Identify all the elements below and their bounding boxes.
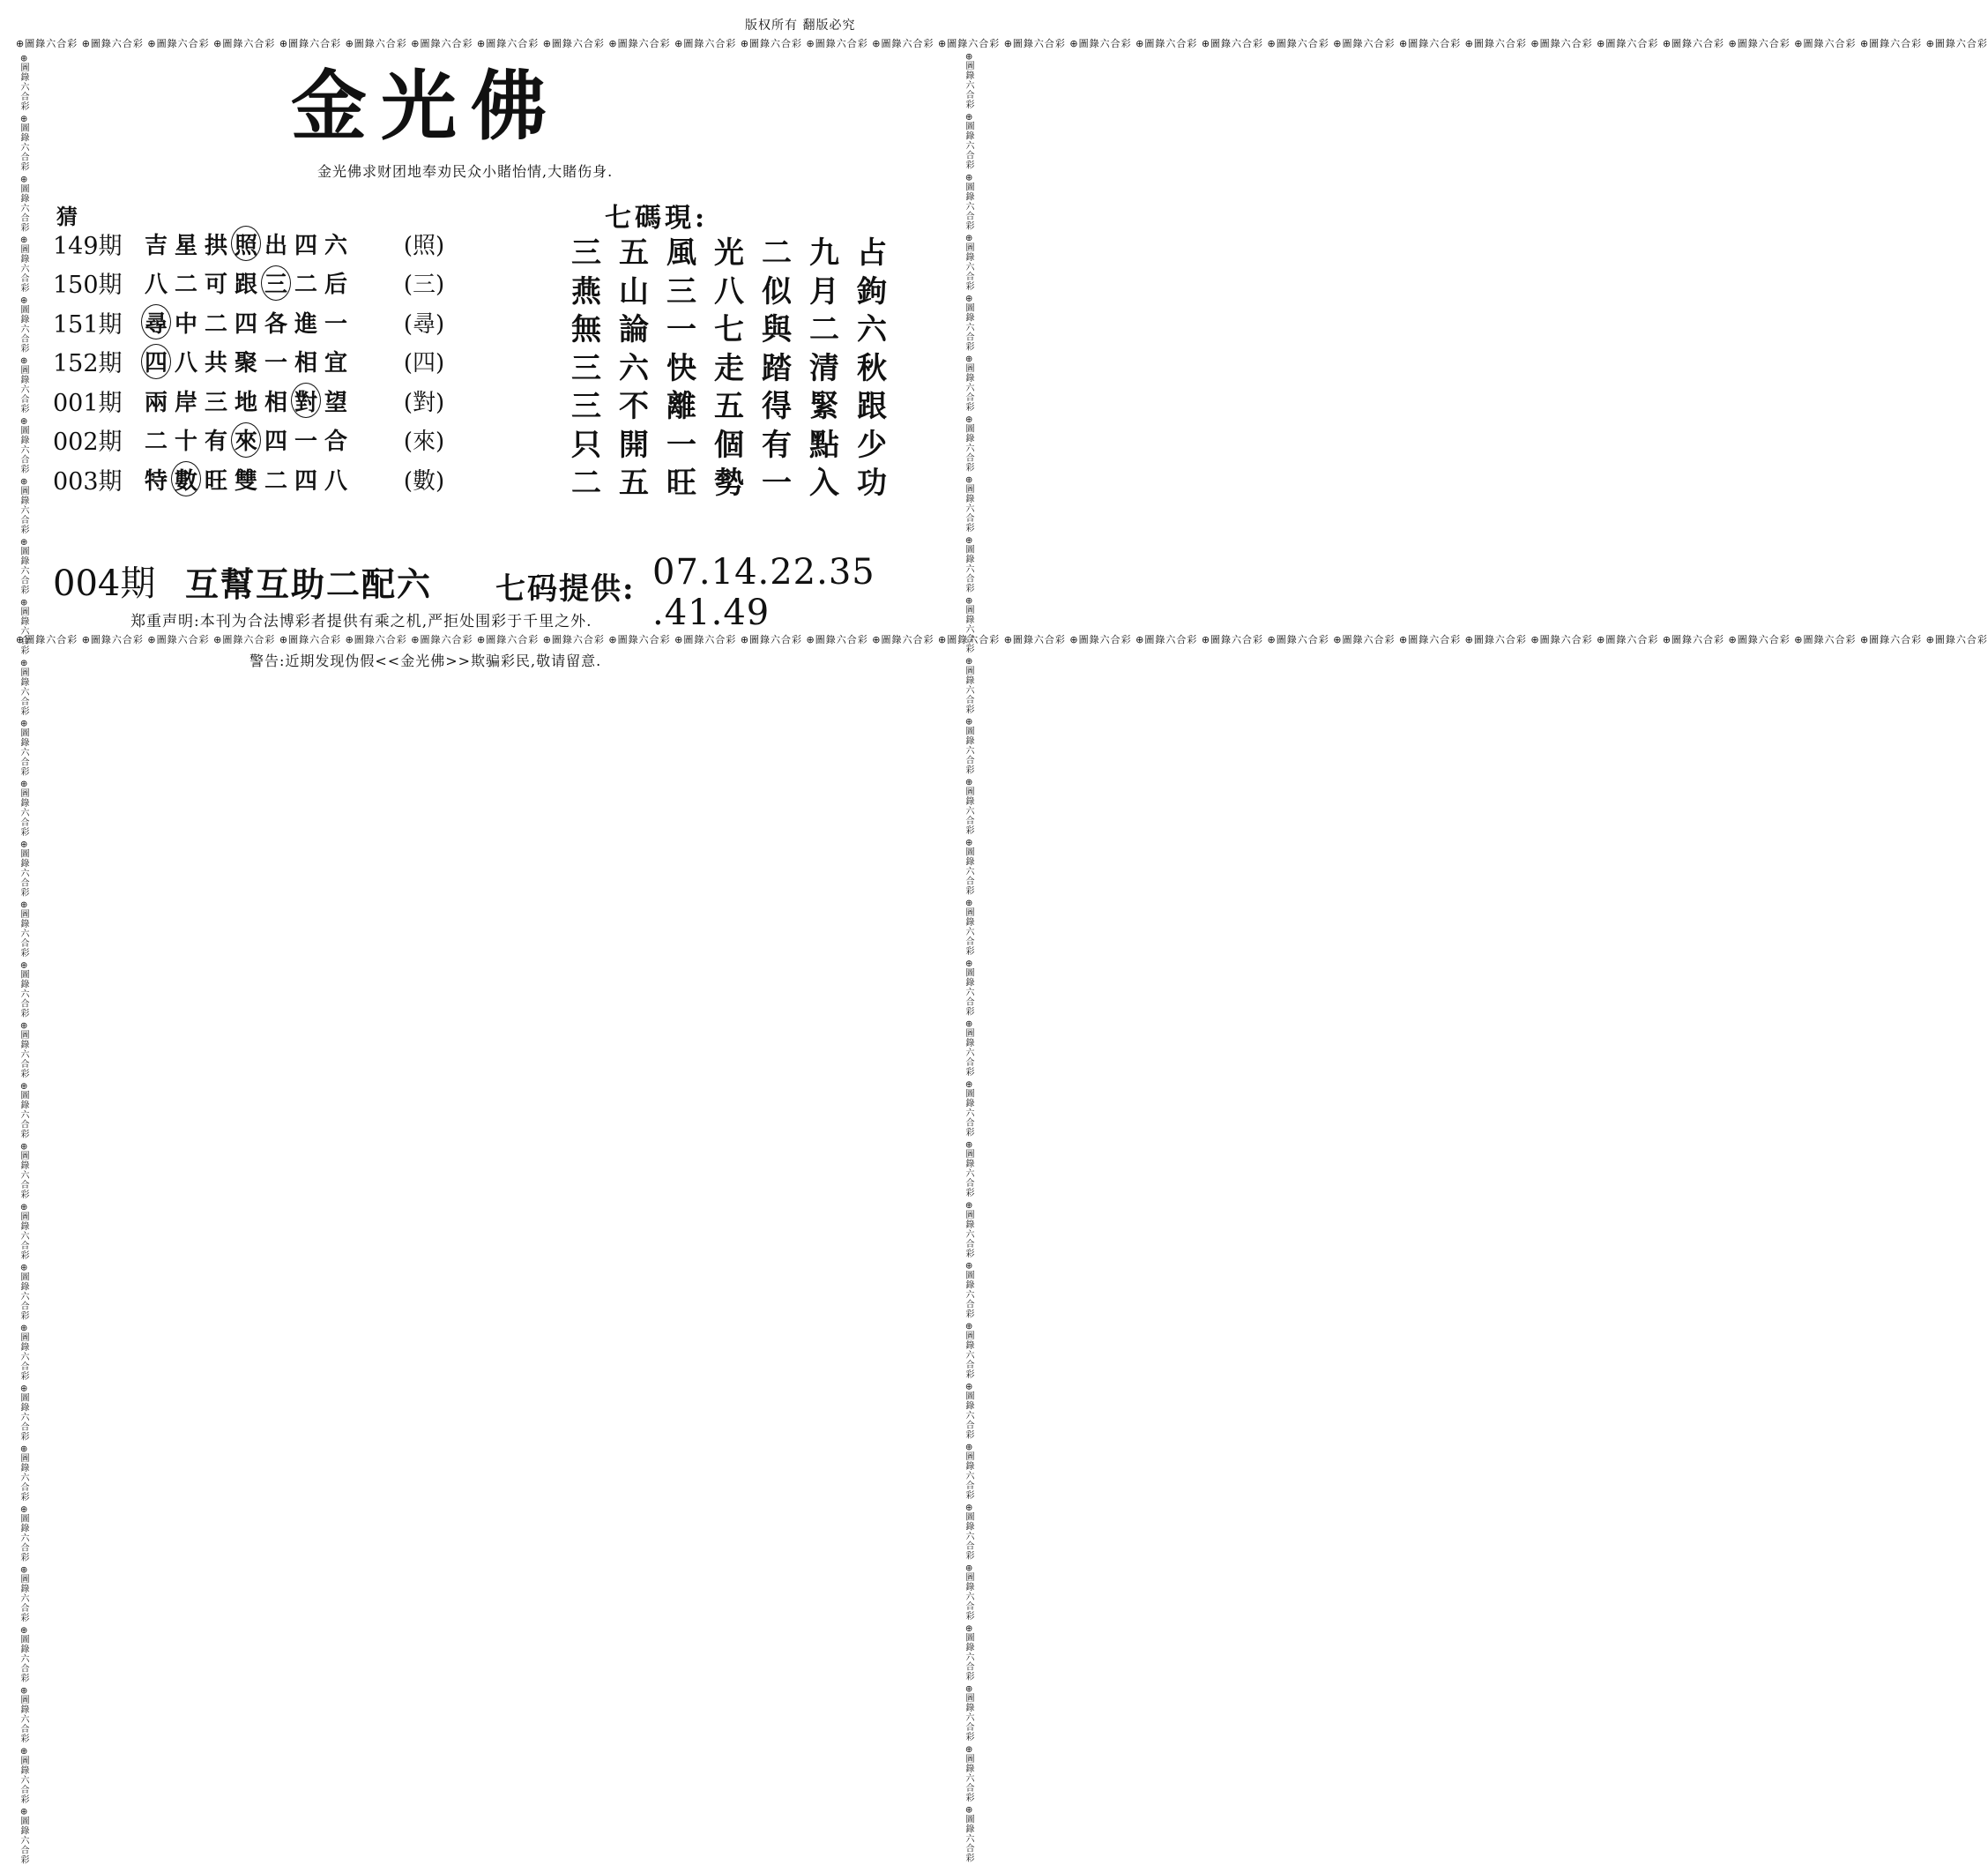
- poem-char: 風: [666, 235, 696, 272]
- poem-char: 只: [571, 427, 601, 463]
- riddle-char: 八: [174, 350, 197, 377]
- poem-char: 一: [762, 466, 792, 502]
- poem-char: 點: [809, 427, 839, 463]
- period-label: 001期: [53, 389, 123, 417]
- poem-char: 三: [666, 273, 696, 310]
- poem-char: 不: [619, 389, 649, 425]
- poem-char: 功: [857, 466, 887, 502]
- riddle-char: 十: [174, 429, 197, 455]
- poem-char: 秋: [857, 350, 887, 386]
- riddle-char: 可: [204, 272, 227, 298]
- lucky-numbers: 07.14.22.35 .41.49: [652, 552, 875, 633]
- riddle-answer: (照): [403, 232, 445, 259]
- riddle-char: 八: [144, 272, 168, 298]
- circled-char: 照: [231, 226, 261, 261]
- riddle-row: [53, 264, 455, 302]
- poem-char: 論: [619, 312, 649, 348]
- border-pattern-bottom: ⊕圖錄六合彩 ⊕圖錄六合彩 ⊕圖錄六合彩 ⊕圖錄六合彩 ⊕圖錄六合彩 ⊕圖錄六合彩 ⊕圖錄六合彩 ⊕圖錄六合彩 ⊕圖錄六合彩 ⊕圖錄六合彩 ⊕圖錄六合彩 ⊕圖錄六合彩 ⊕圖錄六合彩 ⊕圖錄六合彩 ⊕圖錄六合彩 ⊕圖錄六合彩 ⊕圖錄六合彩 ⊕圖錄六合彩 ⊕圖錄六合彩 ⊕圖錄六合彩 ⊕圖錄六合彩 ⊕圖錄六合彩 ⊕圖錄六合彩 ⊕圖錄六合彩 ⊕圖錄六合彩 ⊕圖錄六合彩 ⊕圖錄六合彩 ⊕圖錄六合彩 ⊕圖錄六合彩 ⊕圖錄六合彩: [16, 634, 1988, 645]
- riddle-answer: (數): [403, 467, 445, 495]
- seven-code-heading: 七碼現:: [605, 203, 709, 234]
- poem-char: 月: [809, 273, 839, 310]
- seven-code-label: 七码提供:: [495, 571, 636, 607]
- riddle-text: [141, 344, 393, 379]
- period-label: 002期: [53, 429, 123, 456]
- riddle-char: 二: [174, 272, 197, 298]
- riddle-char: 一: [324, 310, 347, 338]
- poem-char: 二: [809, 312, 839, 348]
- riddle-char: 四: [234, 310, 257, 338]
- subtitle: 金光佛求财团地奉劝民众小賭怡情,大賭伤身.: [317, 163, 614, 180]
- riddle-char: 合: [324, 429, 347, 455]
- poem-char: 五: [619, 466, 649, 502]
- riddle-char: 二: [264, 467, 287, 495]
- circled-char: 三: [261, 265, 291, 301]
- poem-char: 九: [809, 235, 839, 272]
- poem-char: 七: [714, 312, 744, 348]
- riddle-row: [53, 302, 455, 341]
- copyright-notice: 版权所有 翻版必究: [745, 19, 856, 33]
- poem-char: 一: [666, 427, 696, 463]
- riddle-char: 四: [294, 467, 317, 495]
- riddle-char: 出: [264, 232, 287, 259]
- riddle-text: [141, 226, 393, 261]
- riddle-char: 地: [234, 389, 257, 416]
- poem-char: 緊: [809, 389, 839, 425]
- riddle-char: 二: [294, 272, 317, 298]
- issue-number: 004期: [53, 563, 156, 604]
- riddle-row: [53, 421, 455, 459]
- circled-char: 對: [291, 383, 321, 418]
- riddle-char: 一: [294, 429, 317, 455]
- poem-char: 二: [571, 466, 601, 502]
- border-pattern-right: ⊕圖錄六合彩 ⊕圖錄六合彩 ⊕圖錄六合彩 ⊕圖錄六合彩 ⊕圖錄六合彩 ⊕圖錄六合彩 ⊕圖錄六合彩 ⊕圖錄六合彩 ⊕圖錄六合彩 ⊕圖錄六合彩 ⊕圖錄六合彩 ⊕圖錄六合彩 ⊕圖錄六合彩 ⊕圖錄六合彩 ⊕圖錄六合彩 ⊕圖錄六合彩 ⊕圖錄六合彩 ⊕圖錄六合彩 ⊕圖錄六合彩 ⊕圖錄六合彩 ⊕圖錄六合彩 ⊕圖錄六合彩 ⊕圖錄六合彩 ⊕圖錄六合彩 ⊕圖錄六合彩 ⊕圖錄六合彩 ⊕圖錄六合彩 ⊕圖錄六合彩 ⊕圖錄六合彩 ⊕圖錄六合彩: [964, 53, 973, 1863]
- poem-char: 光: [714, 235, 744, 272]
- poem-char: 與: [762, 312, 792, 348]
- poem-char: 一: [666, 312, 696, 348]
- poem-char: 快: [666, 350, 696, 386]
- poem-char: 離: [666, 389, 696, 425]
- poem-char: 三: [571, 389, 601, 425]
- poem-char: 八: [714, 273, 744, 310]
- riddle-char: 聚: [234, 350, 257, 377]
- circled-char: 數: [171, 461, 201, 496]
- riddle-answer: (三): [403, 272, 445, 298]
- riddle-char: 中: [174, 310, 197, 338]
- circled-char: 尋: [141, 304, 171, 339]
- riddle-char: 有: [204, 429, 227, 455]
- riddle-answer: (四): [403, 350, 445, 377]
- border-pattern-left: ⊕圖錄六合彩 ⊕圖錄六合彩 ⊕圖錄六合彩 ⊕圖錄六合彩 ⊕圖錄六合彩 ⊕圖錄六合彩 ⊕圖錄六合彩 ⊕圖錄六合彩 ⊕圖錄六合彩 ⊕圖錄六合彩 ⊕圖錄六合彩 ⊕圖錄六合彩 ⊕圖錄六合彩 ⊕圖錄六合彩 ⊕圖錄六合彩 ⊕圖錄六合彩 ⊕圖錄六合彩 ⊕圖錄六合彩 ⊕圖錄六合彩 ⊕圖錄六合彩 ⊕圖錄六合彩 ⊕圖錄六合彩 ⊕圖錄六合彩 ⊕圖錄六合彩 ⊕圖錄六合彩 ⊕圖錄六合彩 ⊕圖錄六合彩 ⊕圖錄六合彩 ⊕圖錄六合彩 ⊕圖錄六合彩: [19, 55, 28, 1865]
- riddle-char: 各: [264, 310, 287, 338]
- warning-notice: 警告:近期发现伪假<<金光佛>>欺骗彩民,敬请留意.: [249, 653, 602, 669]
- poem-char: 無: [571, 312, 601, 348]
- legal-notice: 郑重声明:本刊为合法博彩者提供有乘之机,严拒处围彩于千里之外.: [130, 613, 592, 630]
- riddle-char: 四: [294, 232, 317, 259]
- period-label: 152期: [53, 350, 123, 377]
- riddle-char: 四: [264, 429, 287, 455]
- poem-char: 得: [762, 389, 792, 425]
- page-title: 金光佛: [291, 62, 561, 151]
- poem-char: 個: [714, 427, 744, 463]
- poem-char: 走: [714, 350, 744, 386]
- riddle-char: 共: [204, 350, 227, 377]
- period-label: 003期: [53, 467, 123, 496]
- riddle-answer: (尋): [403, 310, 445, 338]
- riddle-char: 一: [264, 350, 287, 377]
- poem-char: 三: [571, 235, 601, 272]
- poem-char: 跟: [857, 389, 887, 425]
- poem-char: 少: [857, 427, 887, 463]
- circled-char: 來: [231, 422, 261, 458]
- poem-char: 清: [809, 350, 839, 386]
- riddle-char: 二: [204, 310, 227, 338]
- poem-char: 似: [762, 273, 792, 310]
- riddle-row: [53, 342, 455, 381]
- riddle-row: [53, 459, 455, 498]
- riddle-text: [141, 304, 393, 339]
- poem-char: 六: [619, 350, 649, 386]
- riddle-char: 岸: [174, 389, 197, 416]
- poem-char: 五: [619, 235, 649, 272]
- poem-char: 入: [809, 466, 839, 502]
- riddle-char: 相: [294, 350, 317, 377]
- riddle-char: 星: [174, 232, 197, 259]
- riddle-char: 吉: [144, 232, 168, 259]
- riddle-char: 跟: [234, 272, 257, 298]
- riddle-row: [53, 381, 455, 420]
- poem-char: 有: [762, 427, 792, 463]
- poem-char: 占: [857, 235, 887, 272]
- riddle-answer: (來): [403, 429, 445, 455]
- poem-char: 六: [857, 312, 887, 348]
- circled-char: 四: [141, 344, 171, 379]
- riddle-char: 二: [144, 429, 168, 455]
- riddle-text: [141, 422, 393, 458]
- poem-char: 開: [619, 427, 649, 463]
- riddle-char: 后: [324, 272, 347, 298]
- period-label: 151期: [53, 310, 123, 339]
- poem-char: 三: [571, 350, 601, 386]
- riddle-char: 宜: [324, 350, 347, 377]
- riddle-char: 相: [264, 389, 287, 416]
- period-label: 150期: [53, 272, 123, 299]
- period-label: 149期: [53, 232, 123, 260]
- poem-char: 二: [762, 235, 792, 272]
- border-pattern-top: ⊕圖錄六合彩 ⊕圖錄六合彩 ⊕圖錄六合彩 ⊕圖錄六合彩 ⊕圖錄六合彩 ⊕圖錄六合彩 ⊕圖錄六合彩 ⊕圖錄六合彩 ⊕圖錄六合彩 ⊕圖錄六合彩 ⊕圖錄六合彩 ⊕圖錄六合彩 ⊕圖錄六合彩 ⊕圖錄六合彩 ⊕圖錄六合彩 ⊕圖錄六合彩 ⊕圖錄六合彩 ⊕圖錄六合彩 ⊕圖錄六合彩 ⊕圖錄六合彩 ⊕圖錄六合彩 ⊕圖錄六合彩 ⊕圖錄六合彩 ⊕圖錄六合彩 ⊕圖錄六合彩 ⊕圖錄六合彩 ⊕圖錄六合彩 ⊕圖錄六合彩 ⊕圖錄六合彩 ⊕圖錄六合彩: [16, 38, 1988, 49]
- guess-label: 猜: [56, 204, 78, 229]
- riddle-char: 八: [324, 467, 347, 495]
- riddle-row: [53, 224, 455, 263]
- riddle-text: [141, 383, 393, 418]
- riddle-char: 進: [294, 310, 317, 338]
- riddle-text: [141, 461, 393, 496]
- poem-char: 山: [619, 273, 649, 310]
- poem-char: 旺: [666, 466, 696, 502]
- poem-char: 踏: [762, 350, 792, 386]
- riddle-char: 雙: [234, 467, 257, 495]
- poem-char: 五: [714, 389, 744, 425]
- riddle-char: 旺: [204, 467, 227, 495]
- poem-char: 鉤: [857, 273, 887, 310]
- riddle-char: 望: [324, 389, 347, 416]
- poem-char: 燕: [571, 273, 601, 310]
- riddle-answer: (對): [403, 389, 445, 416]
- riddle-char: 拱: [204, 232, 227, 259]
- riddle-char: 特: [144, 467, 168, 495]
- issue-phrase: 互幫互助二配六: [185, 564, 433, 604]
- riddle-char: 六: [324, 232, 347, 259]
- riddle-char: 兩: [144, 389, 168, 416]
- poem-grid: [562, 231, 897, 500]
- riddle-char: 三: [204, 389, 227, 416]
- poem-char: 勢: [714, 466, 744, 502]
- riddle-text: [141, 265, 393, 301]
